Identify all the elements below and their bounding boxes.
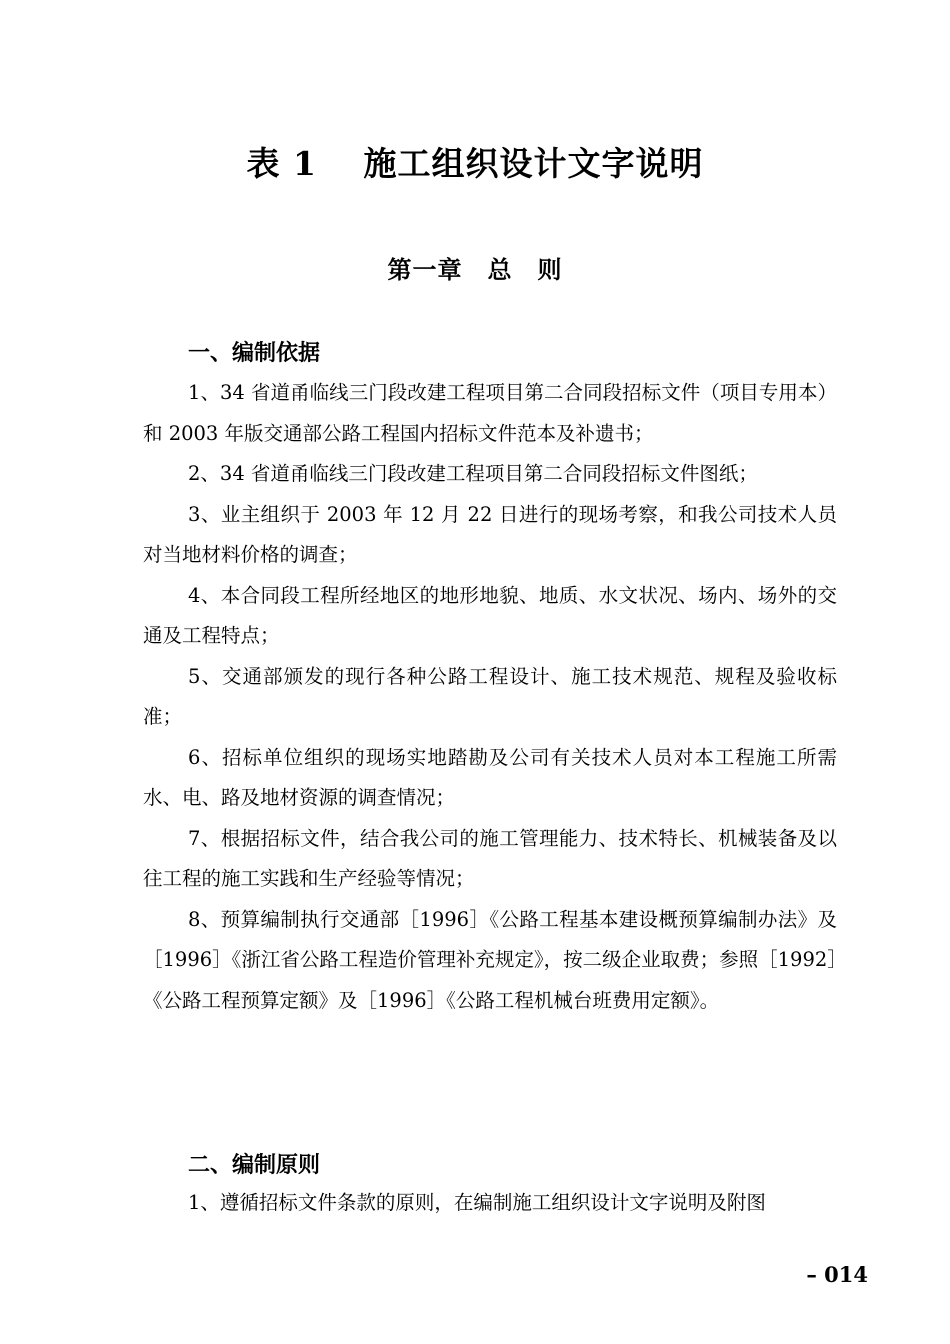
list-item: 3、业主组织于 2003 年 12 月 22 日进行的现场考察，和我公司技术人员对当地材料价格的调查； xyxy=(143,502,837,566)
section-basis-body xyxy=(143,373,837,1021)
page-title: 表 1 施工组织设计文字说明 xyxy=(246,144,704,183)
list-item: 1、遵循招标文件条款的原则，在编制施工组织设计文字说明及附图 xyxy=(188,1191,766,1214)
chapter-heading: 第一章 总 则 xyxy=(387,255,563,284)
section-heading-basis: 一、编制依据 xyxy=(188,341,321,366)
section-heading-principles: 二、编制原则 xyxy=(188,1153,321,1178)
list-item: 1、34 省道甬临线三门段改建工程项目第二合同段招标文件（项目专用本）和 2003 年版交通部公路工程国内招标文件范本及补遗书； xyxy=(143,381,837,445)
page-number: – 014 xyxy=(806,1262,868,1287)
list-item: 2、34 省道甬临线三门段改建工程项目第二合同段招标文件图纸； xyxy=(188,462,758,485)
list-item: 5、交通部颁发的现行各种公路工程设计、施工技术规范、规程及验收标准； xyxy=(143,664,837,728)
section-principles-body xyxy=(143,1183,837,1224)
list-item: 8、预算编制执行交通部［1996］《公路工程基本建设概预算编制办法》及［1996］《浙江省公路工程造价管理补充规定》，按二级企业取费；参照［1992］《公路工程预算定额》及［1996］《公路工程机械台班费用定额》。 xyxy=(143,907,838,1012)
list-item: 6、招标单位组织的现场实地踏勘及公司有关技术人员对本工程施工所需水、电、路及地材资源的调查情况； xyxy=(143,745,837,809)
list-item: 4、本合同段工程所经地区的地形地貌、地质、水文状况、场内、场外的交通及工程特点； xyxy=(143,583,837,647)
list-item: 7、根据招标文件，结合我公司的施工管理能力、技术特长、机械装备及以往工程的施工实践和生产经验等情况； xyxy=(143,826,837,890)
